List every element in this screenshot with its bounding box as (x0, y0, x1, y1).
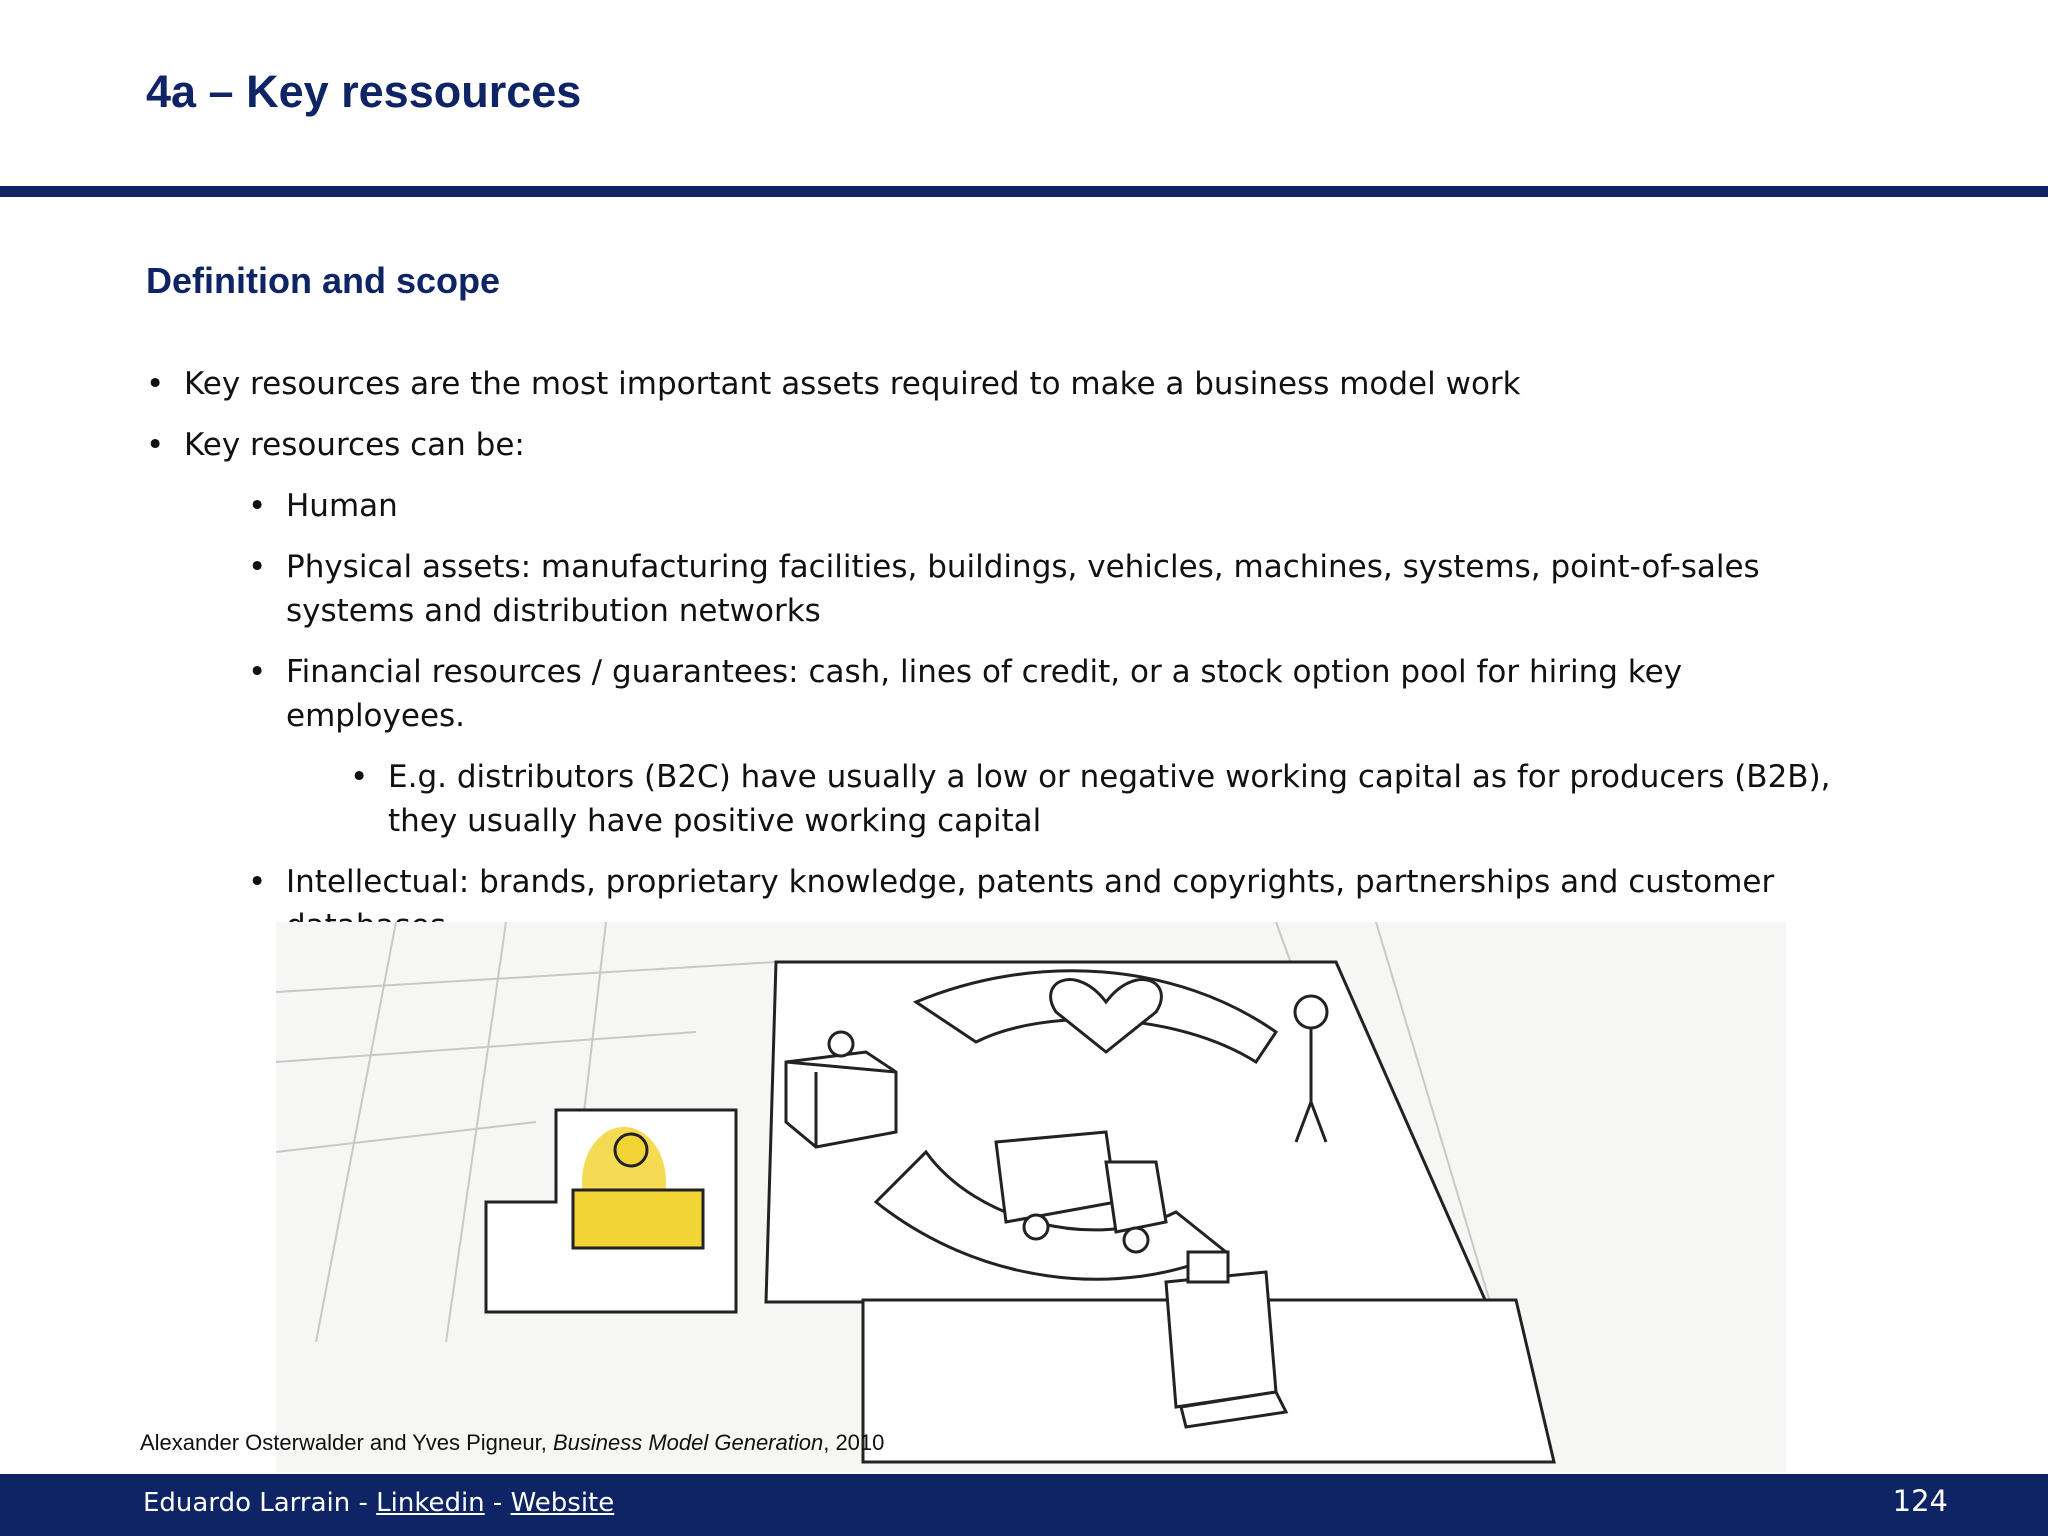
bullet-text-line: Intellectual: brands, proprietary knowledge, patents and copyrights, partnerships and customer (286, 864, 1775, 900)
section-heading: Definition and scope (146, 260, 501, 301)
title-divider (0, 186, 2048, 197)
bullet-key-resources-types (146, 423, 1946, 467)
linkedin-link[interactable]: Linkedin (376, 1488, 485, 1518)
website-link[interactable]: Website (510, 1488, 615, 1518)
bullet-physical-assets (146, 545, 1946, 633)
footer-credits (143, 1488, 614, 1518)
bullet-financial-resources (146, 650, 1946, 738)
bullet-text-line: systems and distribution networks (286, 593, 821, 629)
bullet-dot: • (350, 759, 369, 795)
citation-authors: Alexander Osterwalder and Yves Pigneur, (140, 1430, 553, 1455)
citation-book-title: Business Model Generation (552, 1430, 824, 1455)
bullet-text: Human (286, 488, 398, 524)
bullet-working-capital-example (146, 755, 1946, 843)
footer-author: Eduardo Larrain - (143, 1488, 377, 1518)
slide-title: 4a – Key ressources (146, 66, 582, 117)
source-citation (140, 1430, 884, 1456)
bullet-text-line: they usually have positive working capital (388, 803, 1042, 839)
bullet-text: Key resources can be: (184, 427, 525, 463)
bullet-dot: • (248, 864, 267, 900)
bullet-text-line: Financial resources / guarantees: cash, lines of credit, or a stock option pool for hiring key (286, 654, 1683, 690)
bullet-dot: • (248, 654, 267, 690)
footer-separator: - (484, 1488, 511, 1518)
bullet-text-line: E.g. distributors (B2C) have usually a low or negative working capital as for producers (B2B), (388, 759, 1831, 795)
bullet-text-line: Physical assets: manufacturing facilities, buildings, vehicles, machines, systems, point-of-sales (286, 549, 1760, 585)
citation-year: , 2010 (823, 1430, 885, 1455)
bullet-dot: • (248, 488, 267, 524)
footer-bar (0, 1474, 2048, 1536)
business-model-canvas-illustration (276, 922, 1786, 1472)
bullet-dot: • (146, 366, 165, 402)
bullet-dot: • (248, 549, 267, 585)
page-number: 124 (1892, 1484, 1948, 1518)
bullet-human (146, 484, 1946, 528)
bullet-text: Key resources are the most important assets required to make a business model work (184, 366, 1521, 402)
bullet-text-line: employees. (286, 698, 466, 734)
bullet-key-resources-definition (146, 362, 1946, 406)
bullet-dot: • (146, 427, 165, 463)
bullet-list (146, 362, 1946, 965)
